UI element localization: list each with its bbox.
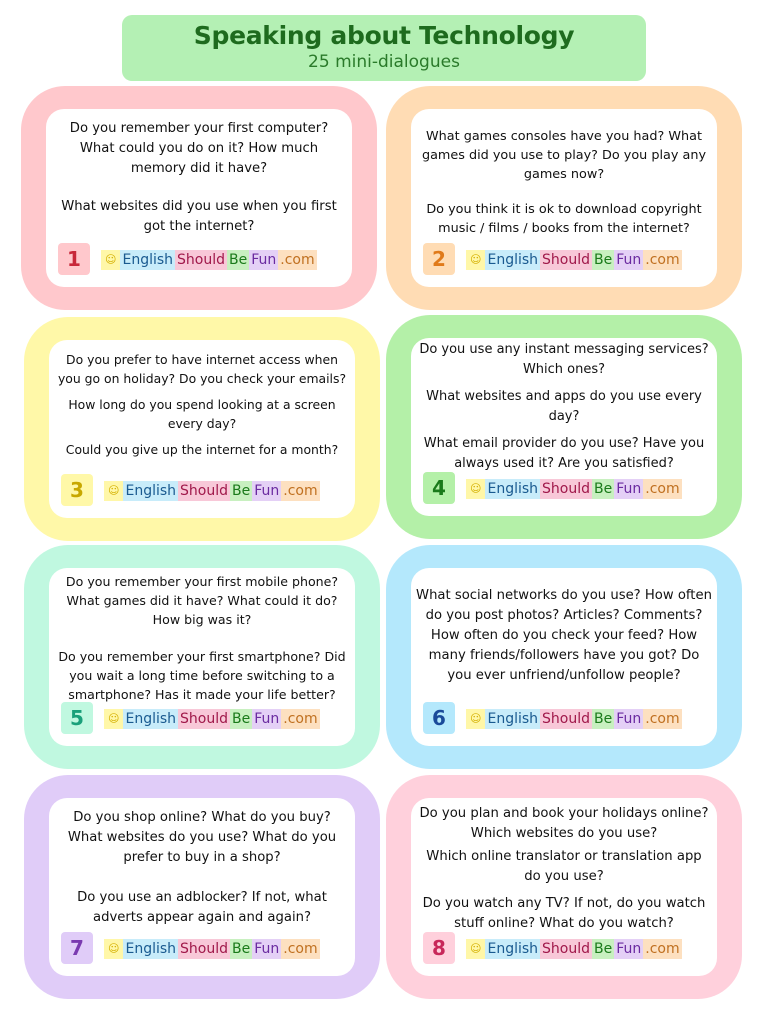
- dialogue-card-8: [386, 775, 742, 999]
- smile-icon: ☺: [104, 481, 123, 501]
- brand-word: Should: [542, 711, 591, 727]
- dialogue-card-1: [21, 86, 377, 310]
- card-questions: [57, 808, 347, 942]
- smile-icon: ☺: [466, 250, 485, 270]
- card-questions: [419, 340, 709, 488]
- smile-icon: ☺: [466, 709, 485, 729]
- brand-word: Be: [594, 252, 613, 268]
- brand-word: Fun: [254, 483, 280, 499]
- question-paragraph: What websites did you use when you first got the internet?: [61, 199, 337, 234]
- card-number: 5: [61, 702, 93, 734]
- question-paragraph: What games consoles have you had? What games did you use to play? Do you play any games now?: [421, 129, 707, 182]
- brand-word: English: [487, 481, 539, 497]
- brand-word: Be: [594, 711, 613, 727]
- question-paragraph: What websites and apps do you use every day?: [426, 389, 702, 424]
- dialogue-card-6: [386, 545, 742, 769]
- card-number: 8: [423, 932, 455, 964]
- brand-logo: [104, 939, 320, 959]
- brand-word: Be: [232, 941, 251, 957]
- card-body: [49, 568, 355, 746]
- dialogue-card-2: [386, 86, 742, 310]
- card-body: [411, 568, 717, 746]
- brand-word: Fun: [616, 941, 642, 957]
- smile-icon: ☺: [104, 939, 123, 959]
- brand-logo: [466, 939, 682, 959]
- brand-word: Fun: [254, 941, 280, 957]
- brand-word: Should: [542, 481, 591, 497]
- brand-logo: [104, 709, 320, 729]
- card-number: 7: [61, 932, 93, 964]
- dialogue-card-4: [386, 315, 742, 539]
- card-questions: [57, 572, 347, 718]
- brand-logo: [104, 481, 320, 501]
- question-paragraph: Do you use any instant messaging services? Which ones?: [419, 342, 709, 377]
- brand-word: English: [487, 252, 539, 268]
- brand-word: .com: [283, 941, 318, 957]
- question-paragraph: Do you use an adblocker? If not, what adverts appear again and again?: [77, 890, 327, 925]
- brand-word: Be: [229, 252, 248, 268]
- card-questions: [54, 119, 344, 251]
- brand-word: Be: [232, 711, 251, 727]
- question-paragraph: Do you plan and book your holidays online? Which websites do you use?: [419, 806, 709, 841]
- brand-word: English: [122, 252, 174, 268]
- question-paragraph: Do you prefer to have internet access when you go on holiday? Do you check your emails?: [57, 352, 347, 386]
- card-number: 4: [423, 472, 455, 504]
- brand-word: Should: [180, 483, 229, 499]
- title-banner: [122, 15, 646, 81]
- question-paragraph: Do you think it is ok to download copyright music / films / books from the internet?: [426, 202, 702, 236]
- brand-word: Fun: [616, 711, 642, 727]
- brand-logo: [466, 479, 682, 499]
- brand-word: Fun: [616, 252, 642, 268]
- card-number: 6: [423, 702, 455, 734]
- page-title: Speaking about Technology: [193, 21, 575, 50]
- brand-word: .com: [283, 483, 318, 499]
- card-number: 2: [423, 243, 455, 275]
- smile-icon: ☺: [466, 479, 485, 499]
- brand-word: English: [125, 941, 177, 957]
- question-paragraph: Could you give up the internet for a month?: [65, 442, 339, 457]
- brand-word: English: [125, 483, 177, 499]
- card-body: [411, 109, 717, 287]
- card-body: [46, 109, 352, 287]
- dialogue-card-7: [24, 775, 380, 999]
- brand-word: Fun: [254, 711, 280, 727]
- card-questions: [419, 804, 709, 948]
- question-paragraph: How long do you spend looking at a screen every day?: [68, 397, 336, 431]
- question-paragraph: Do you remember your first mobile phone? What games did it have? What could it do? How big was it?: [65, 574, 339, 627]
- dialogue-card-5: [24, 545, 380, 769]
- brand-word: Be: [232, 483, 251, 499]
- question-paragraph: What email provider do you use? Have you always used it? Are you satisfied?: [423, 436, 705, 471]
- brand-word: Should: [180, 941, 229, 957]
- brand-word: .com: [645, 252, 680, 268]
- card-questions: [419, 127, 709, 252]
- question-paragraph: Do you shop online? What do you buy? What websites do you use? What do you prefer to buy in a shop?: [67, 810, 337, 865]
- card-number: 1: [58, 243, 90, 275]
- brand-word: .com: [283, 711, 318, 727]
- smile-icon: ☺: [466, 939, 485, 959]
- brand-word: Should: [180, 711, 229, 727]
- card-body: [49, 798, 355, 976]
- brand-word: Be: [594, 941, 613, 957]
- brand-logo: [101, 250, 317, 270]
- card-number: 3: [61, 474, 93, 506]
- card-body: [49, 340, 355, 518]
- card-body: [411, 798, 717, 976]
- brand-logo: [466, 709, 682, 729]
- brand-logo: [466, 250, 682, 270]
- question-paragraph: Which online translator or translation app do you use?: [426, 849, 702, 884]
- brand-word: Fun: [251, 252, 277, 268]
- brand-word: English: [125, 711, 177, 727]
- brand-word: .com: [645, 941, 680, 957]
- page-subtitle: 25 mini-dialogues: [308, 52, 460, 72]
- brand-word: Should: [542, 941, 591, 957]
- brand-word: English: [487, 711, 539, 727]
- card-questions: [415, 586, 713, 700]
- brand-word: Fun: [616, 481, 642, 497]
- brand-word: .com: [645, 481, 680, 497]
- question-paragraph: What social networks do you use? How often do you post photos? Articles? Comments? How often do you check your feed? How many friends/followers have you got? Do you ever unfriend/unfollow people?: [416, 588, 712, 683]
- brand-word: Should: [542, 252, 591, 268]
- brand-word: .com: [645, 711, 680, 727]
- question-paragraph: Do you remember your first computer? What could you do on it? How much memory did it have?: [69, 121, 329, 176]
- dialogue-card-3: [24, 317, 380, 541]
- question-paragraph: Do you remember your first smartphone? Did you wait a long time before switching to a smartphone? Has it made your life better?: [58, 649, 346, 702]
- brand-word: Should: [177, 252, 226, 268]
- smile-icon: ☺: [101, 250, 120, 270]
- smile-icon: ☺: [104, 709, 123, 729]
- brand-word: English: [487, 941, 539, 957]
- question-paragraph: Do you watch any TV? If not, do you watch stuff online? What do you watch?: [422, 896, 706, 931]
- card-body: [411, 338, 717, 516]
- brand-word: .com: [280, 252, 315, 268]
- brand-word: Be: [594, 481, 613, 497]
- card-questions: [57, 350, 347, 473]
